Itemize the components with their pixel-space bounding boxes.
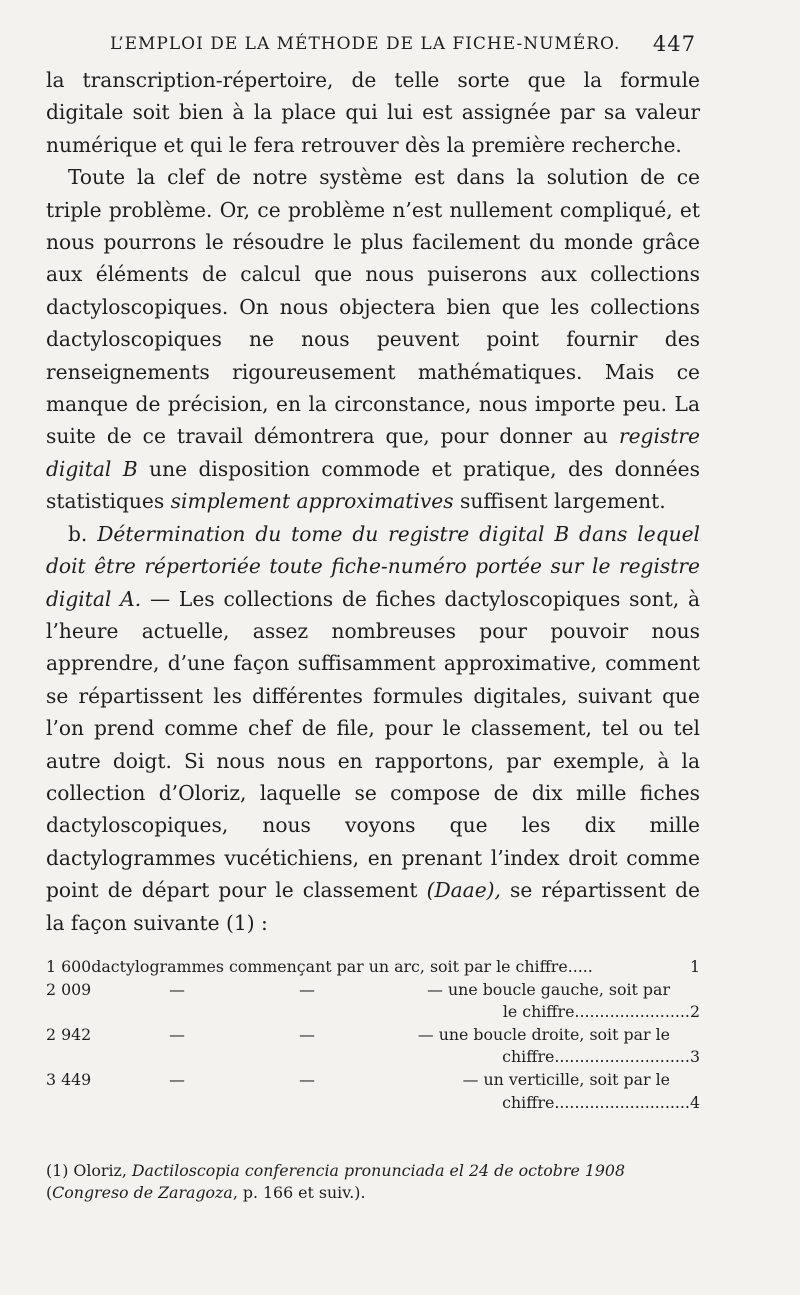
- table-row: 3 449 — — — un verticille, soit par le: [46, 1069, 670, 1089]
- running-title: L’EMPLOI DE LA MÉTHODE DE LA FICHE-NUMÉRO.: [110, 34, 621, 54]
- table-row: 2 009 — — — une boucle gauche, soit par: [46, 979, 670, 999]
- table-row-continuation: chiffre........................... 3: [502, 1047, 700, 1067]
- table-row: 2 942 — — — une boucle droite, soit par le: [46, 1024, 670, 1044]
- footnote: (1) Oloriz, Dactiloscopia conferencia pronunciada el 24 de octobre 1908 (Congreso de Zaragoza, p. 166 et suiv.).: [46, 1161, 626, 1203]
- table-row-continuation: chiffre........................... 4: [502, 1092, 700, 1112]
- page-number: 447: [652, 32, 696, 56]
- table-row: 1 600dactylogrammes commençant par un arc, soit par le chiffre..... 1: [46, 956, 700, 976]
- paragraph-1: la transcription-répertoire, de telle sorte que la formule digitale soit bien à la place qui lui est assignée par sa valeur numérique et qui le fera retrouver dès la première recherche.: [46, 68, 700, 157]
- body-text: [46, 64, 700, 939]
- table-row-continuation: le chiffre....................... 2: [502, 1002, 700, 1022]
- running-header: [46, 30, 700, 64]
- distribution-table: [46, 956, 700, 1114]
- paragraph-3: b. Détermination du tome du registre digital B dans lequel doit être répertoriée toute fiche-numéro portée sur le registre digital A. — Les collections de fiches dactyloscopiques sont, à l’heure actuelle, assez nombreuses pour pouvoir nous apprendre, d’une façon suffisamment approximative, comment se répartissent les différentes formules digitales, suivant que l’on prend comme chef de file, pour le classement, tel ou tel autre doigt. Si nous nous en rapportons, par exemple, à la collection d’Oloriz, laquelle se compose de dix mille fiches dactyloscopiques, nous voyons que les dix mille dactylogrammes vucétichiens, en prenant l’index droit comme point de départ pour le classement (Daae), se répartissent de la façon suivante (1) :: [46, 521, 700, 935]
- paragraph-2: Toute la clef de notre système est dans la solution de ce triple problème. Or, ce problème n’est nullement compliqué, et nous pourrons le résoudre le plus facilement du monde grâce aux éléments de calcul que nous puiserons aux collections dactyloscopiques. On nous objectera bien que les collections dactyloscopiques ne nous peuvent point fournir des renseignements rigoureusement mathématiques. Mais ce manque de précision, en la circonstance, nous importe peu. La suite de ce travail démontrera que, pour donner au registre digital B une disposition commode et pratique, des données statistiques simplement approximatives suffisent largement.: [46, 165, 700, 514]
- document-page: [46, 30, 700, 1204]
